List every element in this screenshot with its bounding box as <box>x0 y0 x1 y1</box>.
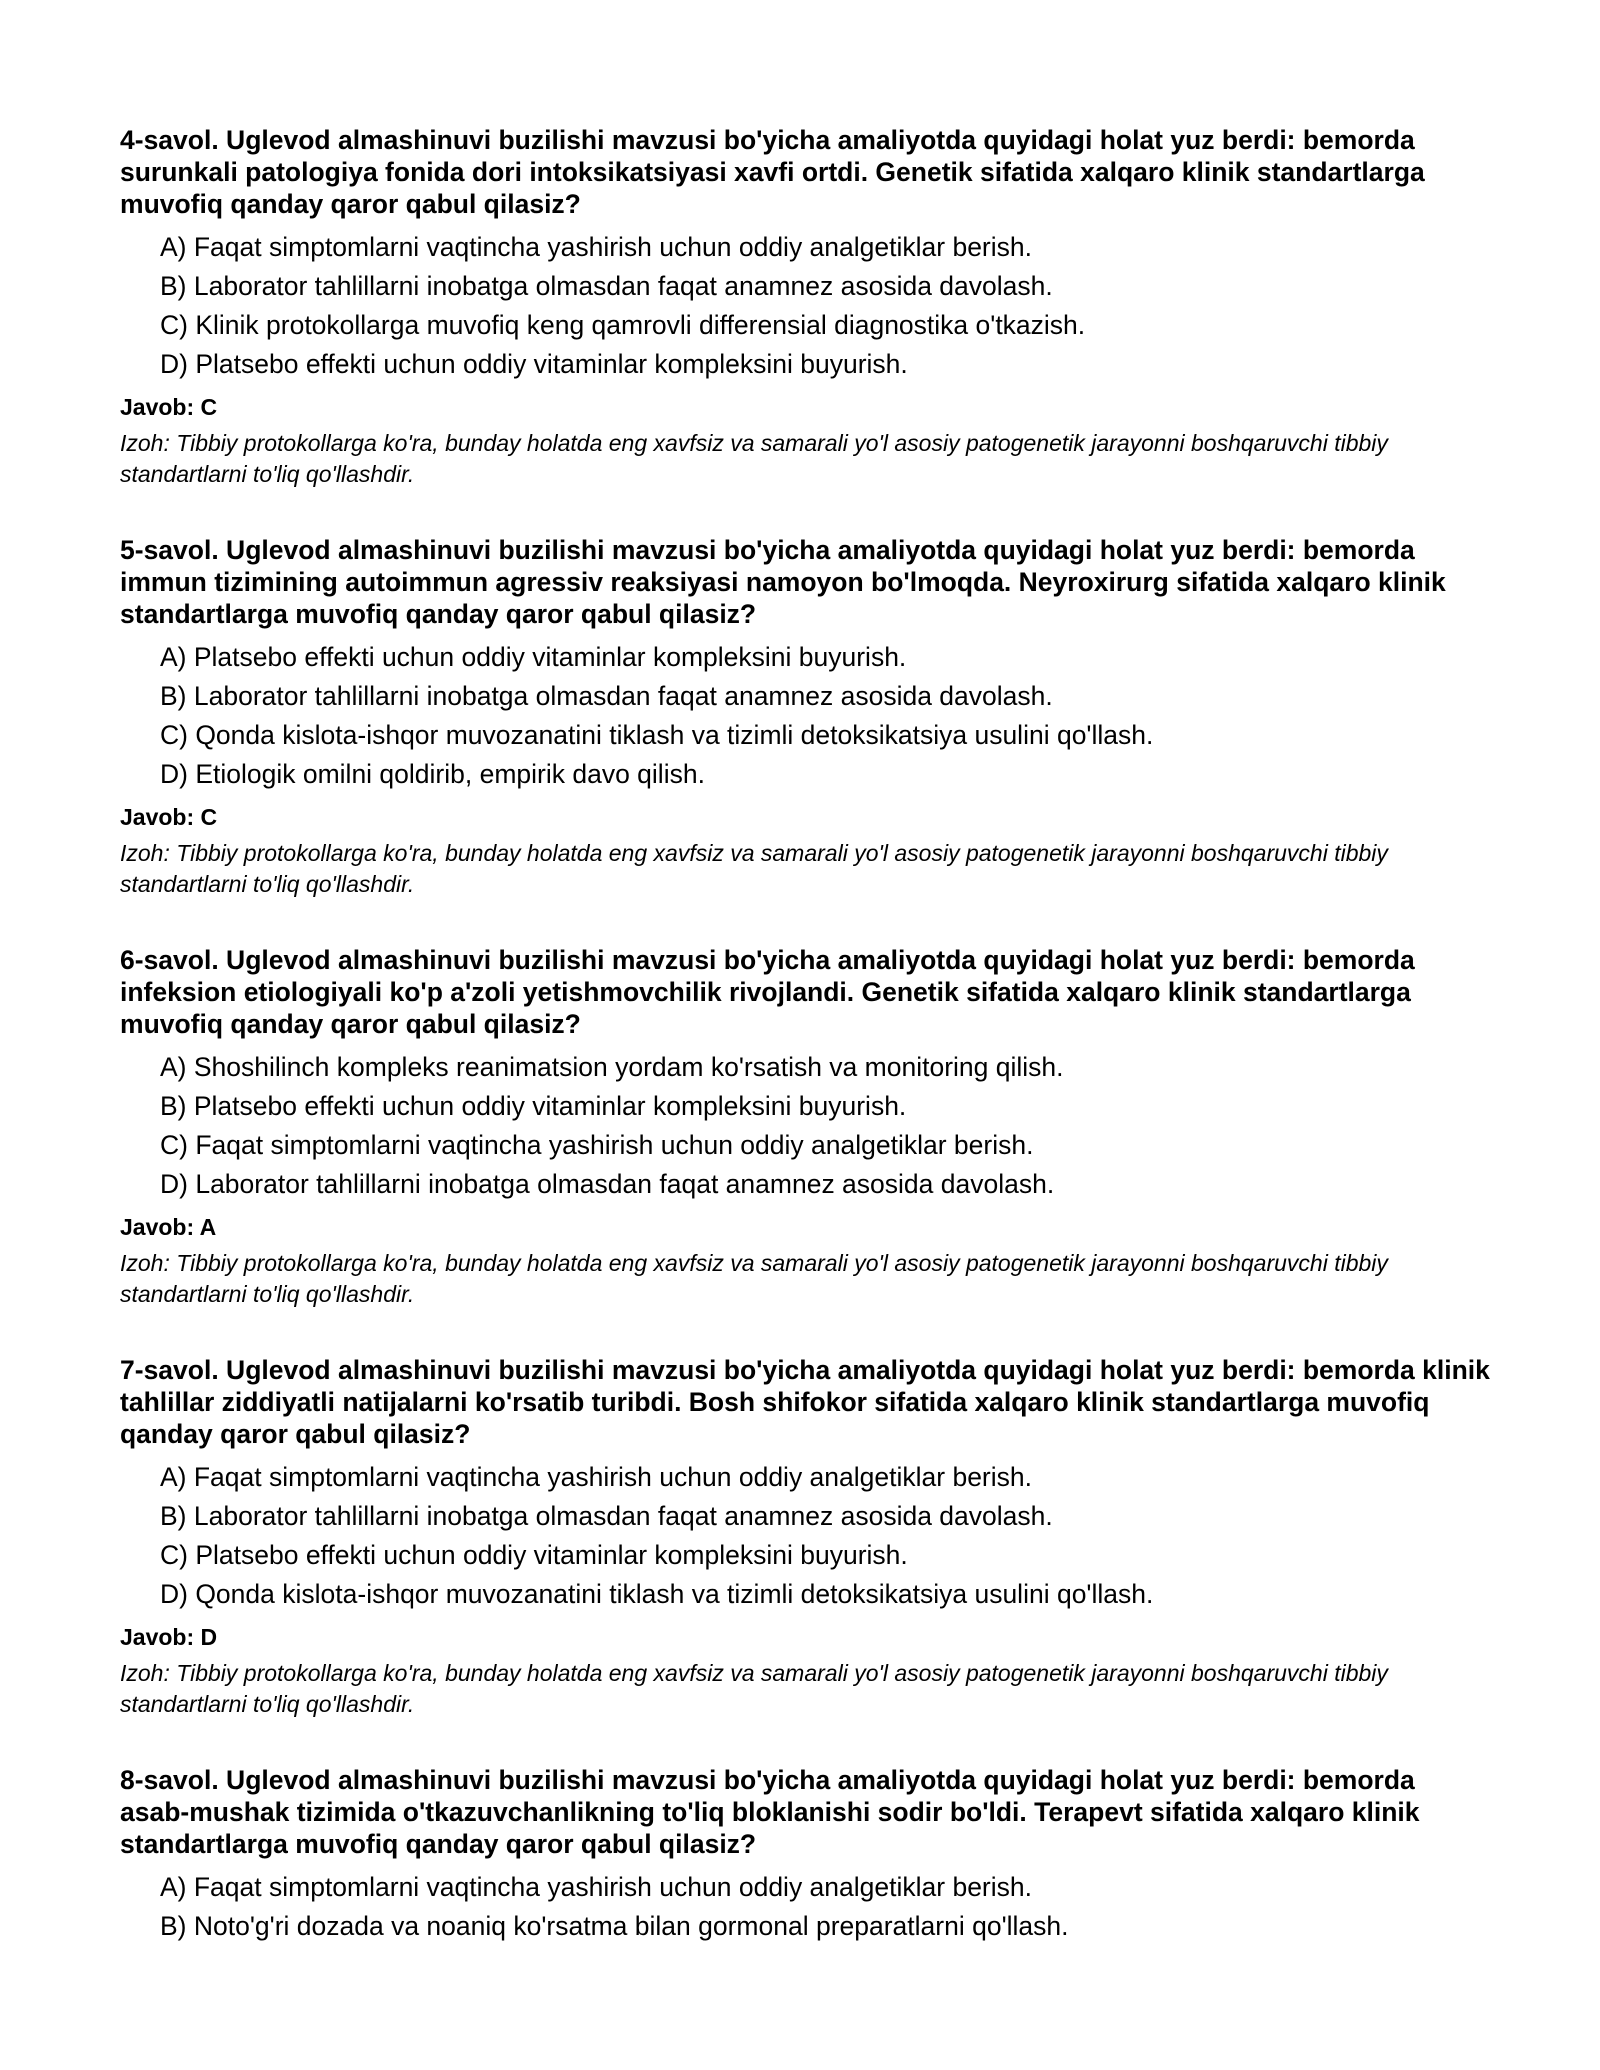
answer-label: Javob: A <box>120 1214 217 1240</box>
option-a: A) Shoshilinch kompleks reanimatsion yordam ko'rsatish va monitoring qilish. <box>160 1052 1064 1082</box>
answer-label: Javob: C <box>120 804 218 830</box>
explanation-note: Izoh: Tibbiy protokollarga ko'ra, bunday holatda eng xavfsiz va samarali yo'l asosiy patogenetik jarayonni boshqaruvchi tibbiy standartlarni to'liq qo'llashdir. <box>120 430 1388 487</box>
option-c: C) Platsebo effekti uchun oddiy vitaminlar kompleksini buyurish. <box>160 1540 908 1570</box>
question-title: 8-savol. Uglevod almashinuvi buzilishi mavzusi bo'yicha amaliyotda quyidagi holat yuz berdi: bemorda asab-mushak tizimida o'tkazuvchanlikning to'liq bloklanishi sodir bo'ldi. Terapevt sifatida xalqaro klinik standartlarga muvofiq qanday qaror qabul qilasiz? <box>120 1765 1420 1859</box>
question-block <box>120 1354 1490 1720</box>
question-block <box>120 944 1490 1310</box>
answer-label: Javob: D <box>120 1624 218 1650</box>
option-c: C) Qonda kislota-ishqor muvozanatini tiklash va tizimli detoksikatsiya usulini qo'llash. <box>160 720 1154 750</box>
answer-options <box>160 1048 1490 1204</box>
explanation-note: Izoh: Tibbiy protokollarga ko'ra, bunday holatda eng xavfsiz va samarali yo'l asosiy patogenetik jarayonni boshqaruvchi tibbiy standartlarni to'liq qo'llashdir. <box>120 840 1388 897</box>
answer-options <box>160 1868 1490 1946</box>
option-d: D) Platsebo effekti uchun oddiy vitaminlar kompleksini buyurish. <box>160 349 908 379</box>
question-title: 6-savol. Uglevod almashinuvi buzilishi mavzusi bo'yicha amaliyotda quyidagi holat yuz berdi: bemorda infeksion etiologiyali ko'p a'zoli yetishmovchilik rivojlandi. Genetik sifatida xalqaro klinik standartlarga muvofiq qanday qaror qabul qilasiz? <box>120 945 1415 1039</box>
option-b: B) Platsebo effekti uchun oddiy vitaminlar kompleksini buyurish. <box>160 1091 907 1121</box>
question-title: 5-savol. Uglevod almashinuvi buzilishi mavzusi bo'yicha amaliyotda quyidagi holat yuz berdi: bemorda immun tizimining autoimmun agressiv reaksiyasi namoyon bo'lmoqda. Neyroxirurg sifatida xalqaro klinik standartlarga muvofiq qanday qaror qabul qilasiz? <box>120 535 1446 629</box>
question-title: 4-savol. Uglevod almashinuvi buzilishi mavzusi bo'yicha amaliyotda quyidagi holat yuz berdi: bemorda surunkali patologiya fonida dori intoksikatsiyasi xavfi ortdi. Genetik sifatida xalqaro klinik standartlarga muvofiq qanday qaror qabul qilasiz? <box>120 125 1425 219</box>
option-d: D) Etiologik omilni qoldirib, empirik davo qilish. <box>160 759 705 789</box>
option-c: C) Klinik protokollarga muvofiq keng qamrovli differensial diagnostika o'tkazish. <box>160 310 1086 340</box>
document-page <box>120 124 1490 1990</box>
answer-label: Javob: C <box>120 394 218 420</box>
question-block <box>120 534 1490 900</box>
answer-options <box>160 228 1490 384</box>
explanation-note: Izoh: Tibbiy protokollarga ko'ra, bunday holatda eng xavfsiz va samarali yo'l asosiy patogenetik jarayonni boshqaruvchi tibbiy standartlarni to'liq qo'llashdir. <box>120 1660 1388 1717</box>
option-c: C) Faqat simptomlarni vaqtincha yashirish uchun oddiy analgetiklar berish. <box>160 1130 1034 1160</box>
explanation-note: Izoh: Tibbiy protokollarga ko'ra, bunday holatda eng xavfsiz va samarali yo'l asosiy patogenetik jarayonni boshqaruvchi tibbiy standartlarni to'liq qo'llashdir. <box>120 1250 1388 1307</box>
option-b: B) Laborator tahlillarni inobatga olmasdan faqat anamnez asosida davolash. <box>160 1501 1053 1531</box>
question-block <box>120 124 1490 490</box>
option-a: A) Platsebo effekti uchun oddiy vitaminlar kompleksini buyurish. <box>160 642 907 672</box>
option-d: D) Laborator tahlillarni inobatga olmasdan faqat anamnez asosida davolash. <box>160 1169 1055 1199</box>
answer-options <box>160 1458 1490 1614</box>
question-block <box>120 1764 1490 1946</box>
answer-options <box>160 638 1490 794</box>
question-title: 7-savol. Uglevod almashinuvi buzilishi mavzusi bo'yicha amaliyotda quyidagi holat yuz berdi: bemorda klinik tahlillar ziddiyatli natijalarni ko'rsatib turibdi. Bosh shifokor sifatida xalqaro klinik standartlarga muvofiq qanday qaror qabul qilasiz? <box>120 1355 1490 1449</box>
option-b: B) Laborator tahlillarni inobatga olmasdan faqat anamnez asosida davolash. <box>160 271 1053 301</box>
option-b: B) Noto'g'ri dozada va noaniq ko'rsatma bilan gormonal preparatlarni qo'llash. <box>160 1911 1069 1941</box>
option-b: B) Laborator tahlillarni inobatga olmasdan faqat anamnez asosida davolash. <box>160 681 1053 711</box>
option-d: D) Qonda kislota-ishqor muvozanatini tiklash va tizimli detoksikatsiya usulini qo'llash. <box>160 1579 1154 1609</box>
option-a: A) Faqat simptomlarni vaqtincha yashirish uchun oddiy analgetiklar berish. <box>160 1872 1032 1902</box>
option-a: A) Faqat simptomlarni vaqtincha yashirish uchun oddiy analgetiklar berish. <box>160 232 1032 262</box>
option-a: A) Faqat simptomlarni vaqtincha yashirish uchun oddiy analgetiklar berish. <box>160 1462 1032 1492</box>
